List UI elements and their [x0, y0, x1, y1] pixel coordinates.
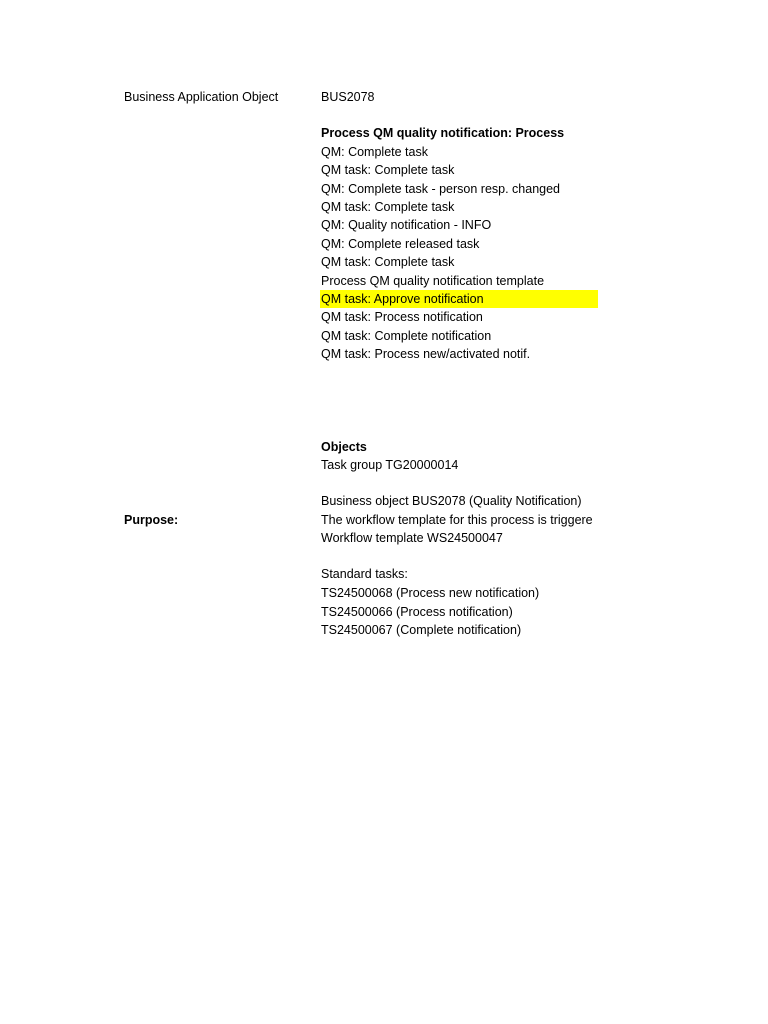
standard-task-item: TS24500068 (Process new notification): [321, 586, 540, 600]
business-application-object-value: BUS2078: [321, 90, 375, 104]
objects-heading: Objects: [321, 440, 367, 454]
process-task-item: QM: Quality notification - INFO: [321, 218, 492, 232]
process-task-item: QM task: Process notification: [321, 310, 483, 324]
process-task-item: QM task: Complete task: [321, 163, 455, 177]
process-task-item: QM task: Complete task: [321, 200, 455, 214]
purpose-text: The workflow template for this process is triggere: [321, 513, 593, 527]
business-object: Business object BUS2078 (Quality Notification): [321, 494, 582, 508]
business-application-object-label: Business Application Object: [124, 90, 279, 104]
process-task-item: QM: Complete released task: [321, 237, 480, 251]
process-task-item: Process QM quality notification template: [321, 274, 545, 288]
process-task-item: QM task: Complete notification: [321, 329, 492, 343]
standard-task-item: TS24500066 (Process notification): [321, 605, 513, 619]
process-heading: Process QM quality notification: Process: [321, 126, 565, 140]
process-task-item: QM: Complete task: [321, 145, 428, 159]
workflow-template: Workflow template WS24500047: [321, 531, 503, 545]
standard-task-item: TS24500067 (Complete notification): [321, 623, 522, 637]
standard-tasks-heading: Standard tasks:: [321, 567, 408, 581]
task-group: Task group TG20000014: [321, 458, 459, 472]
process-task-item: QM task: Complete task: [321, 255, 455, 269]
purpose-label: Purpose:: [124, 513, 179, 527]
process-task-item-highlighted: QM task: Approve notification: [320, 290, 598, 308]
process-task-item: QM: Complete task - person resp. changed: [321, 182, 561, 196]
process-task-item: QM task: Process new/activated notif.: [321, 347, 531, 361]
